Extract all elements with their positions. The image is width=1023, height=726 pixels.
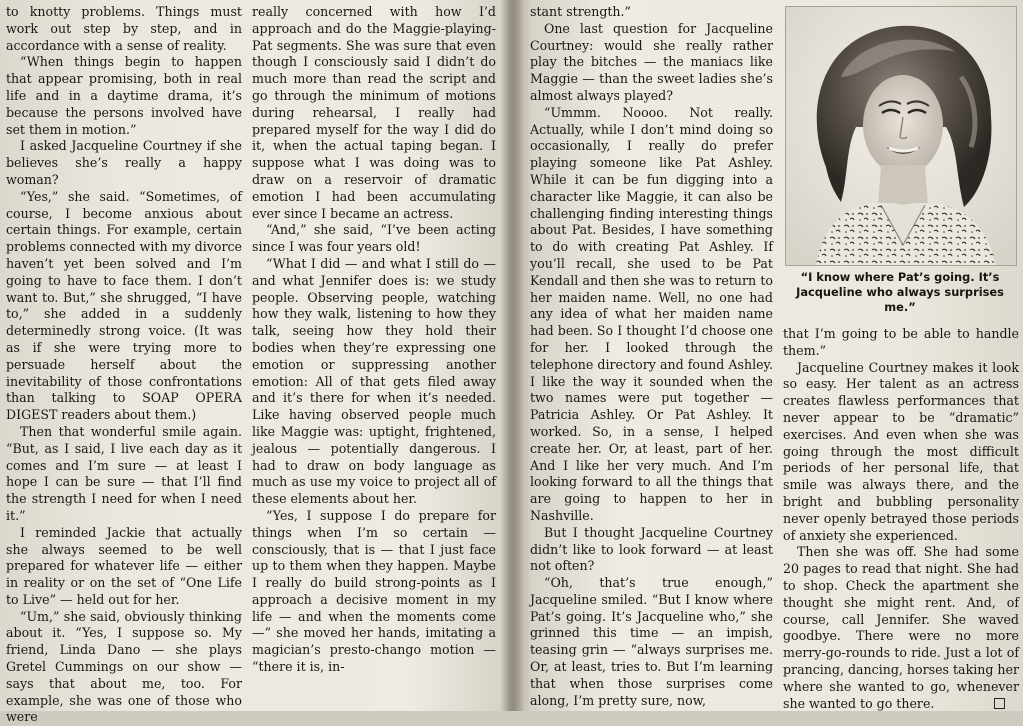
- paragraph: to knotty problems. Things must work out step by step, and in accordance with a sense of reality.: [6, 4, 242, 53]
- paragraph: “Yes,” she said. “Sometimes, of course, I become anxious about certain things. For example, certain problems connected with my divorce haven’t yet been solved and I’m going to have to face them. I don’t want to. But,” she shrugged, “I have to,” she added in a suddenly determinedly strong voice. (It was as if she were trying more to persuade herself about the inevitability of those confrontations than talking to SOAP OPERA DIGEST readers about them.): [6, 188, 242, 423]
- paragraph: that I’m going to be able to handle them.”: [783, 326, 1019, 358]
- paragraph: really concerned with how I’d approach and do the Maggie-playing-Pat segments. She was sure that even though I consciously said I didn’t do much more than read the script and go through the minimum of motions during rehearsal, I really had prepared myself for the way I did do it, when the actual taping began. I suppose what I was doing was to draw on a reservoir of dramatic emotion I had been accumulating ever since I became an actress.: [252, 4, 496, 221]
- paragraph: “When things begin to happen that appear promising, both in real life and in a daytime drama, it’s because the persons involved have set them in motion.”: [6, 54, 242, 137]
- paragraph: “What I did — and what I still do — and what Jennifer does is: we study people. Observing people, watching how they walk, listening to how they talk, seeing how they hold their bodies when they’re expressing one emotion or suppressing another emotion: All of that gets filed away and it’s there for when it’s needed. Like having observed people much like Maggie was: uptight, frightened, jealous — potentially dangerous. I had to draw on body language as much as use my voice to project all of these elements about her.: [252, 255, 496, 507]
- paragraph: One last question for Jacqueline Courtney: would she really rather play the bitches — the maniacs like Maggie — than the sweet ladies she’s almost always played?: [530, 20, 773, 103]
- paragraph: “Um,” she said, obviously thinking about it. “Yes, I suppose so. My friend, Linda Dano — she plays Gretel Cummings on our show — says that about me, too. For example, she was one of those who were: [6, 608, 242, 725]
- text-column-1: [6, 4, 242, 725]
- paragraph: “Yes, I suppose I do prepare for things when I’m so certain — consciously, that is — that I just face up to them when they happen. Maybe I really do build strong-points as I approach a decisive moment in my life — and when the moments come —” she moved her hands, imitating a magician’s presto-chango motion — “there it is, in-: [252, 507, 496, 675]
- paragraph: “And,” she said, “I’ve been acting since I was four years old!: [252, 222, 496, 255]
- photo-caption: “I know where Pat’s going. It’s Jacqueline who always surprises me.”: [796, 270, 1004, 314]
- paragraph: But I thought Jacqueline Courtney didn’t like to look forward — at least not often?: [530, 524, 773, 574]
- paragraph: Then that wonderful smile again. “But, as I said, I live each day as it comes and I’m sure — at least I hope I can be sure — that I’ll find the strength I need for when I need it.”: [6, 423, 242, 523]
- portrait-illustration: [786, 7, 1016, 265]
- paragraph: “Oh, that’s true enough,” Jacqueline smiled. “But I know where Pat’s going. It’s Jacqueline who,” she grinned this time — an impish, teasing grin — “always surprises me. Or, at least, tries to. But I’m learning that when those surprises come along, I’m pretty sure, now,: [530, 575, 773, 708]
- text-column-2: [252, 4, 496, 707]
- paragraph: stant strength.”: [530, 4, 631, 19]
- page-gutter: [500, 0, 524, 711]
- text-column-4: [783, 326, 1019, 711]
- paragraph: [783, 544, 1019, 712]
- text-column-3: [530, 4, 773, 707]
- paragraph: “Ummm. Noooo. Not really. Actually, while I don’t mind doing so occasionally, I really do prefer playing someone like Pat Ashley. While it can be fun digging into a character like Maggie, it can also be challenging finding interesting things about Pat. Besides, I have something to do with creating Pat Ashley. If you’ll recall, she used to be Pat Kendall and then she was to return to her maiden name. Well, no one had any idea of what her maiden name had been. So I thought I’d choose one for her. I looked through the telephone directory and found Ashley. I like the way it sounded when the two names were put together — Patricia Ashley. Or Pat Ashley. It worked. So, in a sense, I helped create her. Or, at least, part of her. And I like her very much. And I’m looking forward to all the things that are going to happen to her in Nashville.: [530, 104, 773, 523]
- paragraph: I reminded Jackie that actually she always seemed to be well prepared for whatever life — either in reality or on the set of “One Life to Live” — held out for her.: [6, 524, 242, 607]
- end-of-article-square-icon: [994, 698, 1005, 709]
- paragraph: I asked Jacqueline Courtney if she believes she’s really a happy woman?: [6, 138, 242, 187]
- paragraph: Jacqueline Courtney makes it look so easy. Her talent as an actress creates flawless performances that never appear to be “dramatic” exercises. And even when she was going through the most difficult periods of her personal life, that smile was always there, and the bright and bubbling personality never openly betrayed those periods of anxiety she experienced.: [783, 359, 1019, 543]
- portrait-photo: [785, 6, 1017, 266]
- paragraph-text: Then she was off. She had some 20 pages to read that night. She had to shop. Check the apartment she thought she might rent. And, of course, call Jennifer. She waved goodbye. There were no more merry-go-rounds to ride. Just a lot of prancing, dancing, horses taking her where she wanted to go, whenever she wanted to go there.: [783, 544, 1019, 711]
